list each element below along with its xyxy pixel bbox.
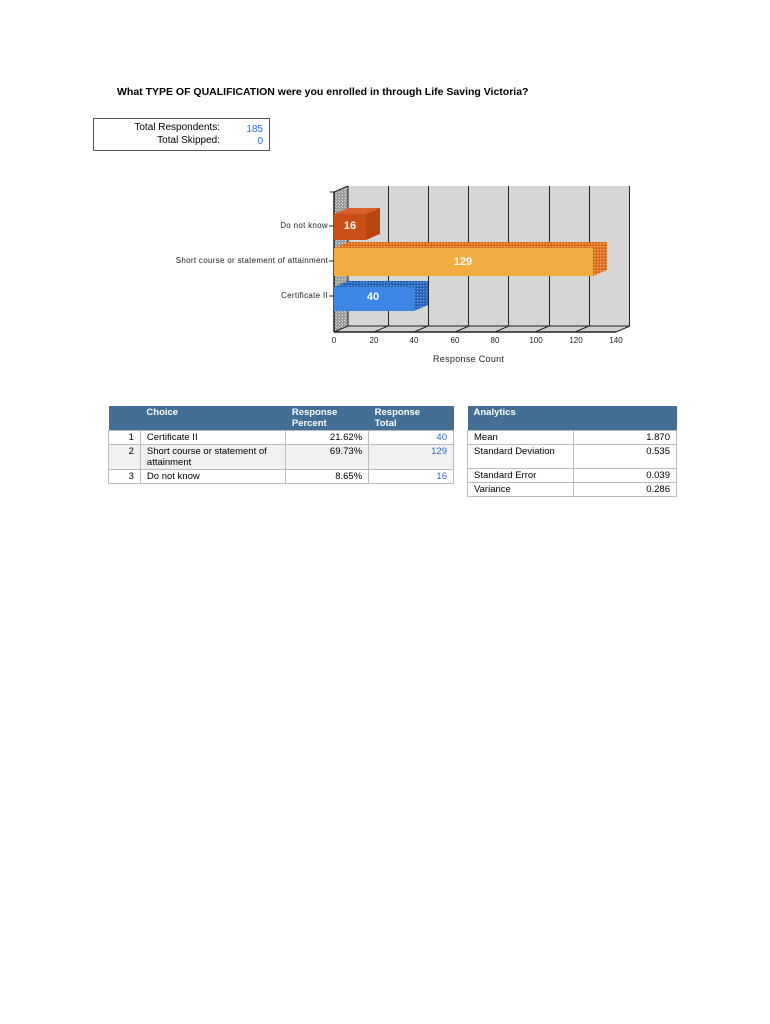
table-row	[109, 445, 454, 470]
analytics-row	[468, 482, 677, 496]
choice-header: Choice	[140, 406, 285, 431]
total-respondents-label: Total Respondents:	[134, 122, 220, 133]
response-percent-header-line1: Response	[291, 407, 338, 418]
total-skipped-value: 0	[257, 136, 263, 147]
y-label-short-course: Short course or statement of attainment	[175, 256, 328, 265]
analytics-value-mean: 1.870	[574, 430, 677, 444]
response-total-header	[369, 406, 454, 431]
x-tick-60: 60	[450, 336, 460, 345]
bar-value-short-course: 129	[453, 256, 473, 268]
total-respondents-value: 185	[246, 124, 263, 135]
row-choice: Short course or statement of attainment	[140, 445, 285, 470]
row-total: 129	[369, 445, 454, 470]
x-tick-140: 140	[609, 336, 623, 345]
x-tick-100: 100	[529, 336, 543, 345]
analytics-row	[468, 430, 677, 444]
row-index: 1	[109, 431, 141, 445]
x-tick-20: 20	[369, 336, 379, 345]
analytics-header-row	[468, 406, 677, 430]
question-title: What TYPE OF QUALIFICATION were you enrolled in through Life Saving Victoria?	[117, 86, 529, 98]
analytics-value-variance: 0.286	[574, 482, 677, 496]
row-percent: 8.65%	[286, 470, 369, 484]
table-row	[109, 431, 454, 445]
x-tick-0: 0	[331, 336, 337, 345]
bar-value-certificate-ii: 40	[366, 291, 380, 303]
bar-value-do-not-know: 16	[343, 220, 357, 232]
total-skipped-label: Total Skipped:	[157, 135, 220, 146]
response-count-bar-chart	[0, 0, 770, 380]
row-choice: Certificate II	[140, 431, 285, 445]
y-label-do-not-know: Do not know	[280, 221, 328, 230]
row-percent: 21.62%	[286, 431, 369, 445]
analytics-header: Analytics	[468, 406, 677, 430]
index-header	[109, 406, 141, 431]
analytics-value-std-dev: 0.535	[574, 444, 677, 468]
table-row	[109, 470, 454, 484]
response-total-header-line1: Response	[374, 407, 421, 418]
analytics-value-std-error: 0.039	[574, 468, 677, 482]
x-tick-120: 120	[569, 336, 583, 345]
response-percent-header	[286, 406, 369, 431]
row-index: 3	[109, 470, 141, 484]
row-index: 2	[109, 445, 141, 470]
response-percent-header-line2: Percent	[291, 418, 327, 429]
analytics-table	[467, 406, 677, 497]
analytics-row	[468, 468, 677, 482]
row-total: 40	[369, 431, 454, 445]
x-axis-title: Response Count	[433, 354, 505, 364]
analytics-label-variance: Variance	[468, 482, 574, 496]
analytics-label-std-error: Standard Error	[468, 468, 574, 482]
analytics-row	[468, 444, 677, 468]
row-total: 16	[369, 470, 454, 484]
row-percent: 69.73%	[286, 445, 369, 470]
y-label-certificate-ii: Certificate II	[281, 291, 328, 300]
x-tick-40: 40	[409, 336, 419, 345]
choice-table	[108, 406, 454, 484]
chart-plot-area	[0, 0, 770, 380]
analytics-label-mean: Mean	[468, 430, 574, 444]
row-choice: Do not know	[140, 470, 285, 484]
analytics-label-std-dev: Standard Deviation	[468, 444, 574, 468]
x-tick-80: 80	[490, 336, 500, 345]
choice-table-header	[109, 406, 454, 431]
response-total-header-line2: Total	[374, 418, 397, 429]
